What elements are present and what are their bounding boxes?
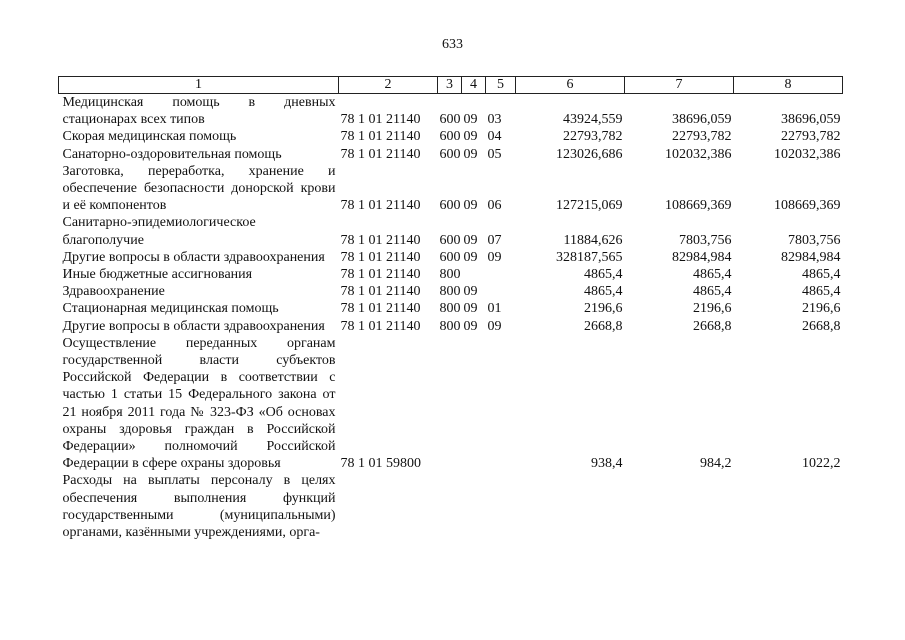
row-name: Здравоохранение: [62, 284, 165, 300]
target-article-code: 78 1 01 21140: [340, 129, 421, 145]
amount-col8: 82984,984: [781, 249, 841, 265]
amount-col8: 38696,059: [781, 112, 841, 128]
row-name: Осуществление переданных органам государственной власти субъектов Российской Федерации в соответствии с частью 1 статьи 15 Федерального закона от 21 ноября 2011 года № 323-ФЗ «Об основах охраны здоровья граждан в Российской Федерации» полномочий Российской Федерации в сфере охраны здоровья: [62, 335, 336, 472]
target-article-code: 78 1 01 21140: [340, 198, 421, 214]
table-row: [59, 266, 843, 283]
page-number: 633: [442, 37, 463, 52]
amount-col8: 22793,782: [781, 129, 841, 145]
section-code: [462, 472, 486, 541]
amount-col8: 4865,4: [802, 267, 841, 283]
amount-col6: 938,4: [591, 456, 623, 472]
section-code: 09: [463, 284, 478, 300]
table-row: [59, 214, 843, 248]
expense-type-code: 800: [439, 284, 461, 300]
amount-col6: 2196,6: [584, 301, 623, 317]
amount-col6: [516, 472, 625, 541]
table-row: [59, 283, 843, 300]
amount-col6: 11884,626: [563, 232, 623, 248]
column-header: 4: [462, 77, 486, 94]
target-article-code: 78 1 01 59800: [340, 456, 421, 472]
expense-type-code: [438, 472, 462, 541]
expense-type-code: 800: [439, 301, 461, 317]
amount-col6: 2668,8: [584, 318, 623, 334]
target-article-code: 78 1 01 21140: [340, 301, 421, 317]
amount-col7: 82984,984: [672, 249, 732, 265]
table-row: [59, 163, 843, 215]
section-code: 09: [463, 318, 478, 334]
column-header: 5: [486, 77, 516, 94]
budget-table: [58, 76, 843, 541]
amount-col7: 984,2: [700, 456, 732, 472]
subsection-code: 09: [487, 318, 502, 334]
amount-col7: [625, 472, 734, 541]
expense-type-code: 600: [439, 129, 461, 145]
target-article-code: 78 1 01 21140: [340, 284, 421, 300]
section-code: 09: [463, 198, 478, 214]
amount-col7: 7803,756: [679, 232, 732, 248]
row-name: Санитарно-эпидемиологическое благополучие: [62, 215, 256, 248]
amount-col8: 1022,2: [802, 456, 841, 472]
amount-col6: 4865,4: [584, 284, 623, 300]
row-name: Иные бюджетные ассигнования: [62, 267, 253, 283]
column-header: 2: [339, 77, 438, 94]
amount-col8: 7803,756: [788, 232, 841, 248]
section-code: [462, 266, 486, 283]
expense-type-code: 600: [439, 112, 461, 128]
table-row: [59, 335, 843, 473]
expense-type-code: 600: [439, 146, 461, 162]
expense-type-code: 600: [439, 249, 461, 265]
section-code: 09: [463, 129, 478, 145]
subsection-code: 03: [487, 112, 502, 128]
amount-col6: 22793,782: [563, 129, 623, 145]
expense-type-code: 600: [439, 198, 461, 214]
section-code: [462, 335, 486, 473]
target-article-code: 78 1 01 21140: [340, 267, 421, 283]
row-name: Медицинская помощь в дневных стационарах всех типов: [62, 95, 336, 128]
amount-col7: 108669,369: [665, 198, 732, 214]
target-article-code: 78 1 01 21140: [340, 232, 421, 248]
amount-col7: 4865,4: [693, 284, 732, 300]
expense-type-code: [438, 335, 462, 473]
table-row: [59, 146, 843, 163]
amount-col8: 4865,4: [802, 284, 841, 300]
subsection-code: 04: [487, 129, 502, 145]
row-name: Расходы на выплаты персоналу в целях обеспечения выполнения функций государственными (муниципальными) органами, казёнными учреждениями, орга-: [62, 473, 336, 541]
row-name: Скорая медицинская помощь: [62, 129, 237, 145]
row-name: Другие вопросы в области здравоохранения: [62, 249, 325, 265]
amount-col8: 102032,386: [774, 146, 841, 162]
column-header: 1: [59, 77, 339, 94]
amount-col6: 123026,686: [556, 146, 623, 162]
subsection-code: [486, 283, 516, 300]
target-article-code: 78 1 01 21140: [340, 146, 421, 162]
section-code: 09: [463, 232, 478, 248]
target-article-code: 78 1 01 21140: [340, 112, 421, 128]
amount-col7: 4865,4: [693, 267, 732, 283]
expense-type-code: 800: [439, 318, 461, 334]
subsection-code: 07: [487, 232, 502, 248]
subsection-code: [486, 335, 516, 473]
subsection-code: [486, 472, 516, 541]
table-row: [59, 94, 843, 129]
amount-col7: 102032,386: [665, 146, 732, 162]
table-row: [59, 318, 843, 335]
section-code: 09: [463, 112, 478, 128]
table-row: [59, 300, 843, 317]
amount-col6: 328187,565: [556, 249, 623, 265]
section-code: 09: [463, 301, 478, 317]
row-name: Заготовка, переработка, хранение и обеспечение безопасности донорской крови и её компонентов: [62, 163, 336, 214]
amount-col7: 2196,6: [693, 301, 732, 317]
amount-col8: [734, 472, 843, 541]
amount-col8: 2668,8: [802, 318, 841, 334]
amount-col7: 2668,8: [693, 318, 732, 334]
table-row: [59, 249, 843, 266]
subsection-code: 05: [487, 146, 502, 162]
table-row: [59, 128, 843, 145]
amount-col7: 38696,059: [672, 112, 732, 128]
section-code: 09: [463, 146, 478, 162]
expense-type-code: 800: [439, 267, 461, 283]
amount-col8: 2196,6: [802, 301, 841, 317]
column-header: 8: [734, 77, 843, 94]
column-header: 7: [625, 77, 734, 94]
target-article-code: [339, 472, 438, 541]
row-name: Другие вопросы в области здравоохранения: [62, 318, 325, 334]
amount-col6: 4865,4: [584, 267, 623, 283]
header-row: [59, 77, 843, 94]
expense-type-code: 600: [439, 232, 461, 248]
subsection-code: 09: [487, 249, 502, 265]
column-header: 3: [438, 77, 462, 94]
table-row: [59, 472, 843, 541]
subsection-code: 06: [487, 198, 502, 214]
amount-col6: 43924,559: [563, 112, 623, 128]
subsection-code: [486, 266, 516, 283]
amount-col6: 127215,069: [556, 198, 623, 214]
amount-col7: 22793,782: [672, 129, 732, 145]
column-header: 6: [516, 77, 625, 94]
amount-col8: 108669,369: [774, 198, 841, 214]
target-article-code: 78 1 01 21140: [340, 318, 421, 334]
target-article-code: 78 1 01 21140: [340, 249, 421, 265]
subsection-code: 01: [487, 301, 502, 317]
row-name: Санаторно-оздоровительная помощь: [62, 146, 282, 162]
row-name: Стационарная медицинская помощь: [62, 301, 279, 317]
section-code: 09: [463, 249, 478, 265]
